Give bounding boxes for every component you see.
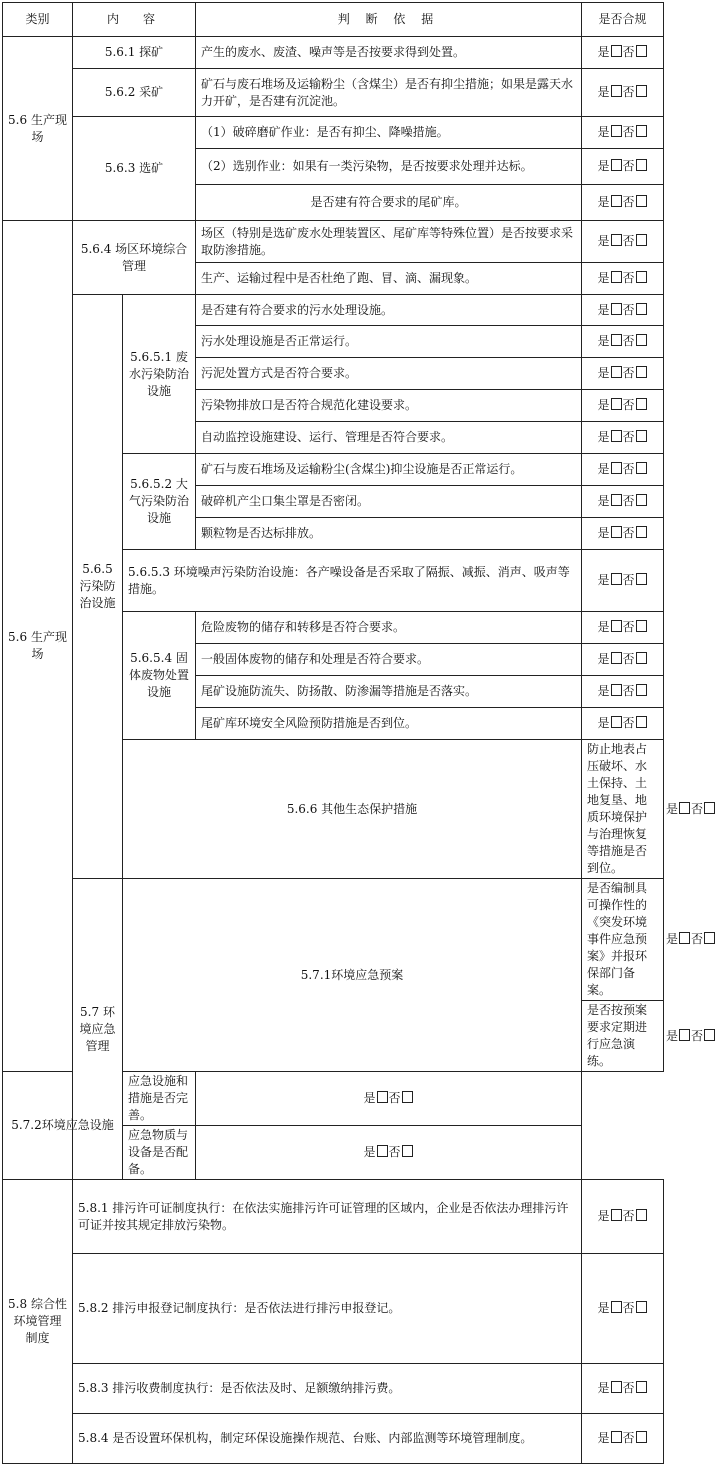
no-checkbox[interactable] [636, 620, 647, 632]
yes-checkbox[interactable] [679, 932, 690, 944]
basis-cell: 5.8.1 排污许可证制度执行：在依法实施排污许可证管理的区域内，企业是否依法办理排污许可证并按其规定排放污染物。 [73, 1180, 582, 1254]
category-cell: 5.8 综合性环境管理制度 [3, 1180, 73, 1464]
table-row [3, 221, 664, 263]
no-label: 否 [622, 652, 635, 666]
no-checkbox[interactable] [636, 85, 647, 97]
item-label: 5.6.2 采矿 [73, 69, 196, 117]
yes-label: 是 [597, 462, 610, 476]
no-label: 否 [388, 1091, 401, 1105]
no-label: 否 [622, 195, 635, 209]
subitem-label: 5.6.5.1 废水污染防治设施 [123, 295, 196, 454]
inspection-table [2, 2, 704, 1464]
table-row [3, 1254, 664, 1364]
compliance-cell[interactable] [582, 117, 664, 149]
yes-no-checkboxes[interactable] [598, 715, 648, 732]
yes-no-checkboxes[interactable] [598, 683, 648, 700]
yes-no-checkboxes[interactable] [598, 572, 648, 589]
yes-checkbox[interactable] [611, 462, 622, 474]
item-label: 5.6.6 其他生态保护措施 [123, 740, 582, 879]
no-checkbox[interactable] [636, 1301, 647, 1313]
no-label: 否 [622, 45, 635, 59]
no-label: 否 [622, 1209, 635, 1223]
no-label: 否 [622, 125, 635, 139]
yes-checkbox[interactable] [611, 159, 622, 171]
basis-cell: 危险废物的储存和转移是否符合要求。 [196, 612, 582, 644]
yes-label: 是 [597, 195, 610, 209]
no-label: 否 [622, 1431, 635, 1445]
yes-no-checkboxes[interactable] [666, 1028, 716, 1045]
no-checkbox[interactable] [636, 1209, 647, 1221]
no-checkbox[interactable] [636, 271, 647, 283]
yes-checkbox[interactable] [611, 526, 622, 538]
no-checkbox[interactable] [636, 716, 647, 728]
compliance-cell[interactable] [582, 644, 664, 676]
compliance-cell[interactable] [582, 1180, 664, 1254]
no-checkbox[interactable] [636, 462, 647, 474]
no-label: 否 [388, 1145, 401, 1159]
no-label: 否 [622, 494, 635, 508]
no-label: 否 [691, 932, 704, 946]
compliance-cell[interactable] [582, 390, 664, 422]
yes-label: 是 [666, 801, 679, 816]
yes-checkbox[interactable] [611, 45, 622, 57]
table-row [3, 1180, 664, 1254]
yes-no-checkboxes[interactable] [598, 1208, 648, 1225]
yes-checkbox[interactable] [611, 1301, 622, 1313]
yes-checkbox[interactable] [611, 334, 622, 346]
basis-cell: 污水处理设施是否正常运行。 [196, 326, 582, 358]
compliance-cell[interactable] [196, 1126, 582, 1180]
yes-checkbox[interactable] [377, 1091, 388, 1103]
yes-no-checkboxes[interactable] [598, 619, 648, 636]
header-row [3, 3, 664, 37]
compliance-cell[interactable] [582, 37, 664, 69]
yes-label: 是 [597, 1301, 610, 1315]
yes-checkbox[interactable] [611, 234, 622, 246]
yes-label: 是 [597, 573, 610, 587]
basis-cell: 应急设施和措施是否完善。 [123, 1072, 196, 1126]
yes-no-checkboxes[interactable] [598, 461, 648, 478]
no-label: 否 [622, 366, 635, 380]
basis-cell: 污泥处置方式是否符合要求。 [196, 358, 582, 390]
table-row [3, 1414, 664, 1464]
no-label: 否 [622, 1301, 635, 1315]
no-checkbox[interactable] [402, 1091, 413, 1103]
no-label: 否 [622, 1381, 635, 1395]
no-label: 否 [622, 684, 635, 698]
subitem-label: 5.6.5.2 大气污染防治设施 [123, 454, 196, 550]
table-row [3, 69, 664, 117]
no-label: 否 [622, 85, 635, 99]
yes-label: 是 [363, 1145, 376, 1159]
yes-no-checkboxes[interactable] [598, 158, 648, 175]
yes-label: 是 [597, 334, 610, 348]
yes-no-checkboxes[interactable] [598, 270, 648, 287]
yes-label: 是 [597, 271, 610, 285]
basis-cell: 产生的废水、废渣、噪声等是否按要求得到处置。 [196, 37, 582, 69]
no-label: 否 [622, 716, 635, 730]
yes-no-checkboxes[interactable] [598, 1430, 648, 1447]
yes-no-checkboxes[interactable] [598, 429, 648, 446]
no-label: 否 [622, 573, 635, 587]
yes-checkbox[interactable] [611, 271, 622, 283]
compliance-cell[interactable] [582, 263, 664, 295]
table-row [3, 1364, 664, 1414]
no-checkbox[interactable] [402, 1145, 413, 1157]
basis-cell: 是否建有符合要求的污水处理设施。 [196, 295, 582, 326]
yes-label: 是 [597, 494, 610, 508]
yes-checkbox[interactable] [611, 303, 622, 315]
no-label: 否 [622, 302, 635, 317]
basis-cell: 矿石与废石堆场及运输粉尘（含煤尘）是否有抑尘措施；如果是露天水力开矿，是否建有沉淀池。 [196, 69, 582, 117]
yes-label: 是 [597, 366, 610, 380]
yes-no-checkboxes[interactable] [598, 493, 648, 510]
compliance-cell[interactable] [582, 422, 664, 454]
compliance-cell[interactable] [582, 708, 664, 740]
yes-label: 是 [597, 45, 610, 59]
yes-checkbox[interactable] [611, 1431, 622, 1443]
yes-no-checkboxes[interactable] [598, 1300, 648, 1317]
basis-cell: 颗粒物是否达标排放。 [196, 518, 582, 550]
no-checkbox[interactable] [636, 526, 647, 538]
yes-label: 是 [597, 684, 610, 698]
yes-label: 是 [597, 430, 610, 444]
no-checkbox[interactable] [636, 125, 647, 137]
item-label: 5.7.2环境应急设施 [3, 1072, 123, 1180]
yes-checkbox[interactable] [679, 1029, 690, 1041]
no-checkbox[interactable] [636, 159, 647, 171]
basis-cell: 一般固体废物的储存和处理是否符合要求。 [196, 644, 582, 676]
no-checkbox[interactable] [636, 45, 647, 57]
basis-cell: 生产、运输过程中是否杜绝了跑、冒、滴、漏现象。 [196, 263, 582, 295]
yes-checkbox[interactable] [611, 398, 622, 410]
yes-checkbox[interactable] [611, 366, 622, 378]
yes-no-checkboxes[interactable] [666, 801, 716, 818]
yes-label: 是 [597, 1209, 610, 1223]
compliance-cell[interactable] [196, 1072, 582, 1126]
basis-cell: 尾矿库环境安全风险预防措施是否到位。 [196, 708, 582, 740]
yes-checkbox[interactable] [611, 494, 622, 506]
basis-cell: 应急物质与设备是否配备。 [123, 1126, 196, 1180]
table-row [3, 37, 664, 69]
yes-checkbox[interactable] [611, 1209, 622, 1221]
basis-cell: 场区（特别是选矿废水处理装置区、尾矿库等特殊位置）是否按要求采取防渗措施。 [196, 221, 582, 263]
no-checkbox[interactable] [636, 430, 647, 442]
no-checkbox[interactable] [636, 334, 647, 346]
no-label: 否 [622, 526, 635, 540]
compliance-cell[interactable] [582, 221, 664, 263]
basis-cell: （2）选别作业：如果有一类污染物，是否按要求处理并达标。 [196, 149, 582, 185]
yes-label: 是 [597, 398, 610, 412]
item-label: 5.6.1 探矿 [73, 37, 196, 69]
basis-cell: 是否按预案要求定期进行应急演练。 [582, 1001, 664, 1072]
header-category: 类别 [3, 3, 73, 37]
no-label: 否 [622, 620, 635, 634]
no-checkbox[interactable] [636, 195, 647, 207]
compliance-cell[interactable] [582, 518, 664, 550]
subitem-label: 5.6.5.4 固体废物处置设施 [123, 612, 196, 740]
yes-no-checkboxes[interactable] [666, 931, 716, 948]
no-checkbox[interactable] [636, 398, 647, 410]
no-label: 否 [622, 334, 635, 348]
no-label: 否 [622, 462, 635, 476]
no-label: 否 [691, 801, 704, 816]
yes-label: 是 [666, 1028, 679, 1043]
no-checkbox[interactable] [636, 652, 647, 664]
basis-cell: 5.6.5.3 环境噪声污染防治设施：各产噪设备是否采取了隔振、减振、消声、吸声等措施。 [123, 550, 582, 612]
compliance-cell[interactable] [582, 1414, 664, 1464]
yes-checkbox[interactable] [611, 652, 622, 664]
no-label: 否 [622, 271, 635, 285]
compliance-cell[interactable] [582, 550, 664, 612]
basis-cell: 5.8.4 是否设置环保机构，制定环保设施操作规范、台账、内部监测等环境管理制度。 [73, 1414, 582, 1464]
compliance-cell[interactable] [582, 295, 664, 326]
yes-checkbox[interactable] [611, 620, 622, 632]
item-label: 5.6.3 选矿 [73, 117, 196, 221]
basis-cell: 自动监控设施建设、运行、管理是否符合要求。 [196, 422, 582, 454]
no-checkbox[interactable] [636, 234, 647, 246]
yes-no-checkboxes[interactable] [364, 1090, 414, 1107]
yes-no-checkboxes[interactable] [598, 44, 648, 61]
yes-label: 是 [597, 620, 610, 634]
no-checkbox[interactable] [704, 932, 715, 944]
item-label: 5.7.1环境应急预案 [123, 879, 582, 1072]
basis-cell: 尾矿设施防流失、防扬散、防渗漏等措施是否落实。 [196, 676, 582, 708]
yes-no-checkboxes[interactable] [598, 651, 648, 668]
basis-cell: 矿石与废石堆场及运输粉尘(含煤尘)抑尘设施是否正常运行。 [196, 454, 582, 486]
yes-label: 是 [597, 234, 610, 248]
no-label: 否 [622, 398, 635, 412]
basis-cell: 5.8.3 排污收费制度执行：是否依法及时、足额缴纳排污费。 [73, 1364, 582, 1414]
compliance-cell[interactable] [582, 486, 664, 518]
yes-checkbox[interactable] [611, 716, 622, 728]
yes-checkbox[interactable] [611, 1381, 622, 1393]
header-content: 内 容 [73, 3, 196, 37]
table-row [3, 295, 664, 326]
no-checkbox[interactable] [636, 1381, 647, 1393]
yes-no-checkboxes[interactable] [598, 525, 648, 542]
yes-label: 是 [597, 1381, 610, 1395]
yes-no-checkboxes[interactable] [598, 124, 648, 141]
yes-no-checkboxes[interactable] [598, 365, 648, 382]
category-cell: 5.7 环境应急管理 [73, 879, 123, 1180]
compliance-cell[interactable] [582, 149, 664, 185]
yes-label: 是 [597, 85, 610, 99]
yes-label: 是 [597, 716, 610, 730]
table-row [3, 117, 664, 149]
yes-label: 是 [363, 1091, 376, 1105]
header-basis: 判 断 依 据 [196, 3, 582, 37]
yes-checkbox[interactable] [377, 1145, 388, 1157]
no-checkbox[interactable] [636, 573, 647, 585]
yes-label: 是 [597, 159, 610, 173]
yes-label: 是 [666, 932, 679, 946]
basis-cell: 是否建有符合要求的尾矿库。 [196, 185, 582, 221]
no-checkbox[interactable] [704, 1029, 715, 1041]
no-checkbox[interactable] [704, 802, 715, 814]
header-compliance: 是否合规 [582, 3, 664, 37]
basis-cell: 是否编制具可操作性的《突发环境事件应急预案》并报环保部门备案。 [582, 879, 664, 1001]
table-row [3, 1072, 664, 1126]
yes-no-checkboxes[interactable] [598, 233, 648, 250]
category-cell: 5.6 生产现场 [3, 37, 73, 221]
compliance-cell[interactable] [582, 454, 664, 486]
yes-label: 是 [597, 526, 610, 540]
basis-cell: （1）破碎磨矿作业：是否有抑尘、降噪措施。 [196, 117, 582, 149]
yes-no-checkboxes[interactable] [598, 333, 648, 350]
compliance-cell[interactable] [582, 1364, 664, 1414]
no-label: 否 [691, 1028, 704, 1043]
yes-label: 是 [597, 125, 610, 139]
yes-checkbox[interactable] [679, 802, 690, 814]
yes-no-checkboxes[interactable] [364, 1144, 414, 1161]
basis-cell: 破碎机产尘口集尘罩是否密闭。 [196, 486, 582, 518]
no-checkbox[interactable] [636, 684, 647, 696]
compliance-cell[interactable] [582, 1254, 664, 1364]
no-label: 否 [622, 234, 635, 248]
yes-no-checkboxes[interactable] [598, 84, 648, 101]
yes-checkbox[interactable] [611, 573, 622, 585]
no-label: 否 [622, 159, 635, 173]
no-checkbox[interactable] [636, 1431, 647, 1443]
compliance-cell[interactable] [582, 676, 664, 708]
no-checkbox[interactable] [636, 366, 647, 378]
basis-cell: 防止地表占压破坏、水土保持、土地复垦、地质环境保护与治理恢复等措施是否到位。 [582, 740, 664, 879]
compliance-cell[interactable] [582, 612, 664, 644]
compliance-cell[interactable] [582, 185, 664, 221]
no-checkbox[interactable] [636, 303, 647, 315]
category-cell: 5.6 生产现场 [3, 221, 73, 1072]
no-label: 否 [622, 430, 635, 444]
compliance-cell[interactable] [582, 326, 664, 358]
basis-cell: 污染物排放口是否符合规范化建设要求。 [196, 390, 582, 422]
yes-no-checkboxes[interactable] [598, 1380, 648, 1397]
yes-checkbox[interactable] [611, 195, 622, 207]
yes-checkbox[interactable] [611, 430, 622, 442]
table-row [3, 879, 664, 1001]
yes-label: 是 [597, 652, 610, 666]
yes-no-checkboxes[interactable] [598, 397, 648, 414]
item-label: 5.6.4 场区环境综合管理 [73, 221, 196, 295]
yes-label: 是 [597, 1431, 610, 1445]
yes-no-checkboxes[interactable] [598, 302, 648, 319]
no-checkbox[interactable] [636, 494, 647, 506]
yes-checkbox[interactable] [611, 85, 622, 97]
compliance-cell[interactable] [582, 358, 664, 390]
item-label: 5.6.5 污染防治设施 [73, 295, 123, 879]
yes-checkbox[interactable] [611, 125, 622, 137]
compliance-cell[interactable] [582, 69, 664, 117]
yes-checkbox[interactable] [611, 684, 622, 696]
basis-cell: 5.8.2 排污申报登记制度执行：是否依法进行排污申报登记。 [73, 1254, 582, 1364]
yes-label: 是 [597, 302, 610, 317]
yes-no-checkboxes[interactable] [598, 194, 648, 211]
